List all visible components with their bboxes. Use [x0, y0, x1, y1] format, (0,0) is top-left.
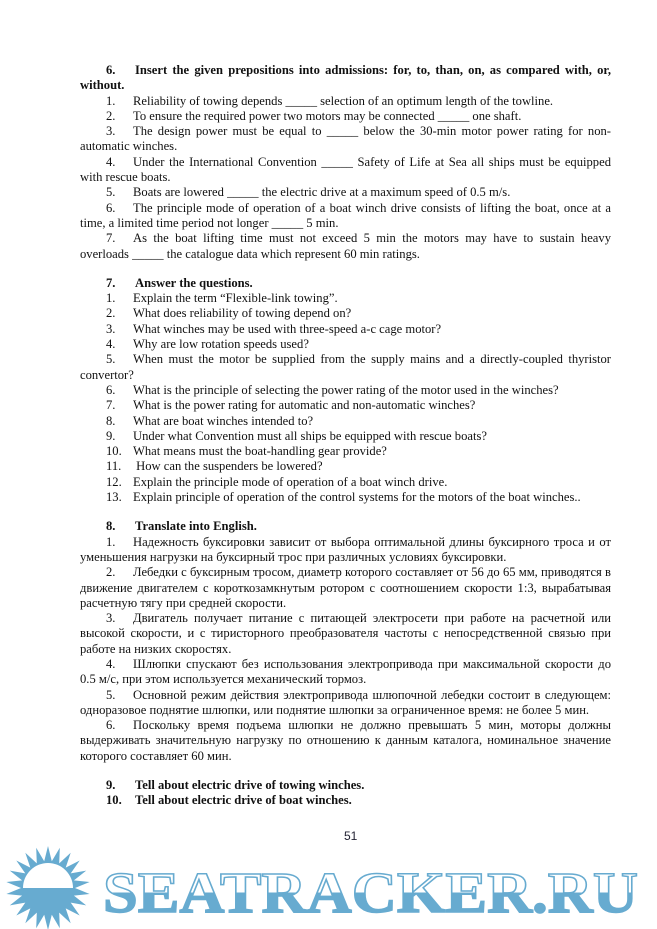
- item-number: 7.: [106, 398, 116, 413]
- exercise-item: [80, 291, 611, 306]
- item-text: As the boat lifting time must not exceed 5 min the motors may have to sustain heavy overloads _____ the catalogue data which represent 60 min ratings.: [80, 231, 611, 261]
- watermark-text: SEATRACKER.RU: [103, 860, 638, 925]
- exercise-item: [80, 231, 611, 262]
- exercise-item: [80, 718, 611, 764]
- item-text: Why are low rotation speeds used?: [133, 337, 309, 352]
- item-text: How can the suspenders be lowered?: [133, 459, 323, 474]
- item-text: When must the motor be supplied from the supply mains and a directly-coupled thyristor convertor?: [80, 352, 611, 382]
- item-number: 2.: [106, 306, 116, 321]
- exercise-item: [80, 414, 611, 429]
- item-number: 6.: [106, 382, 116, 397]
- item-number: 2.: [106, 108, 116, 123]
- item-number: 5.: [106, 352, 116, 367]
- item-text: Поскольку время подъема шлюпки не должно превышать 5 мин, моторы должны выдерживать значительную нагрузку по отношению к данным каталога, номинальное значение которого составляет 60 мин.: [80, 718, 611, 763]
- item-number: 13.: [106, 490, 122, 505]
- item-text: What means must the boat-handling gear provide?: [133, 444, 387, 459]
- exercise-heading: [80, 63, 611, 94]
- exercise-number: 8.: [106, 519, 116, 534]
- exercise-item: [80, 657, 611, 688]
- item-text: Основной режим действия электропривода шлюпочной лебедки состоит в следующем: одноразовое поднятие шлюпки, или поднятие шлюпки за ограниченное время: не более 5 мин.: [80, 687, 611, 717]
- item-number: 3.: [106, 611, 116, 626]
- item-number: 11.: [106, 459, 122, 474]
- item-number: 4.: [106, 656, 116, 671]
- exercise-item: [80, 322, 611, 337]
- exercise-number: 6.: [106, 63, 116, 77]
- exercise-9-10: [80, 778, 611, 809]
- task-heading: 10. Tell about electric drive of boat winches.: [106, 793, 352, 808]
- item-text: What winches may be used with three-speed a-c cage motor?: [133, 321, 442, 336]
- item-text: Надежность буксировки зависит от выбора оптимальной длины буксирного троса и от уменьшения нагрузки на буксирный трос при различных условиях буксировки.: [80, 534, 611, 564]
- item-number: 1.: [106, 93, 116, 108]
- item-text: Лебедки с буксирным тросом, диаметр которого составляет от 56 до 65 мм, приводятся в движение двигателем с короткозамкнутым ротором с соотношением скорости 1:3, вырабатывая расчетную тягу при средней скорости.: [80, 565, 611, 610]
- exercise-item: [80, 124, 611, 155]
- item-text: Двигатель получает питание с питающей электросети при работе на расчетной или высокой скорости, и с тиристорного преобразователя частоты с непосредственной связью при работе на низких скоростях.: [80, 611, 611, 656]
- item-number: 4.: [106, 337, 116, 352]
- exercise-6: [80, 63, 611, 262]
- item-number: 4.: [106, 154, 116, 169]
- item-text: The design power must be equal to _____ below the 30-min motor power rating for non-automatic winches.: [80, 124, 611, 154]
- exercise-number: 7.: [106, 275, 116, 290]
- task-heading: 9. Tell about electric drive of towing winches.: [106, 778, 365, 793]
- page-body: [80, 63, 611, 809]
- item-number: 5.: [106, 185, 116, 200]
- exercise-item: [80, 535, 611, 566]
- item-number: 12.: [106, 474, 122, 489]
- exercise-item: [80, 429, 611, 444]
- exercise-8: [80, 519, 611, 764]
- item-number: 3.: [106, 124, 116, 139]
- item-text: Explain the term “Flexible-link towing”.: [133, 291, 338, 306]
- item-number: 5.: [106, 687, 116, 702]
- item-number: 1.: [106, 291, 116, 306]
- item-text: What are boat winches intended to?: [133, 413, 314, 428]
- exercise-item: [80, 337, 611, 352]
- exercise-title: Answer the questions.: [135, 275, 253, 290]
- exercise-heading: [80, 276, 611, 291]
- item-number: 7.: [106, 231, 116, 246]
- item-number: 9.: [106, 428, 116, 443]
- exercise-item: [80, 306, 611, 321]
- item-number: 6.: [106, 200, 116, 215]
- exercise-item: [80, 201, 611, 232]
- exercise-item: [80, 352, 611, 383]
- item-text: What does reliability of towing depend on?: [133, 306, 352, 321]
- seatracker-watermark: [0, 846, 657, 929]
- item-text: Under what Convention must all ships be equipped with rescue boats?: [133, 428, 487, 443]
- item-text: Reliability of towing depends _____ selection of an optimum length of the towline.: [133, 93, 554, 108]
- item-text: The principle mode of operation of a boat winch drive consists of lifting the boat, once at a time, a limited time period not longer _____ 5 min.: [80, 200, 611, 230]
- exercise-item: [80, 398, 611, 413]
- exercise-item: [80, 185, 611, 200]
- item-number: 2.: [106, 565, 116, 580]
- exercise-item: [80, 94, 611, 109]
- item-number: 3.: [106, 321, 116, 336]
- item-number: 6.: [106, 718, 116, 733]
- item-text: What is the principle of selecting the power rating of the motor used in the winches?: [133, 382, 559, 397]
- sun-logo-icon: [6, 846, 89, 929]
- item-text: Boats are lowered _____ the electric drive at a maximum speed of 0.5 m/s.: [133, 185, 511, 200]
- item-number: 1.: [106, 534, 116, 549]
- item-text: Explain principle of operation of the control systems for the motors of the boat winches..: [133, 490, 581, 505]
- exercise-item: [80, 611, 611, 657]
- exercise-7: [80, 276, 611, 505]
- exercise-item: [80, 109, 611, 124]
- exercise-item: [80, 475, 611, 490]
- exercise-item: [80, 565, 611, 611]
- exercise-title: Insert the given prepositions into admissions: for, to, than, on, as compared with, or, without.: [80, 63, 611, 93]
- item-text: What is the power rating for automatic and non-automatic winches?: [133, 398, 476, 413]
- exercise-item: [80, 688, 611, 719]
- exercise-item: [80, 444, 611, 459]
- item-text: Шлюпки спускают без использования электропривода при максимальной скорости до 0.5 м/с, при этом используется механический тормоз.: [80, 656, 611, 687]
- exercise-title: Translate into English.: [135, 519, 257, 534]
- item-text: Under the International Convention _____ Safety of Life at Sea all ships must be equipped with rescue boats.: [80, 154, 611, 185]
- exercise-heading: [80, 519, 611, 534]
- exercise-item: [80, 383, 611, 398]
- exercise-item: [80, 459, 611, 474]
- item-text: Explain the principle mode of operation of a boat winch drive.: [133, 474, 448, 489]
- item-number: 8.: [106, 413, 116, 428]
- page-number: 51: [344, 829, 358, 843]
- item-number: 10.: [106, 444, 122, 459]
- exercise-item: [80, 155, 611, 186]
- exercise-item: [80, 490, 611, 505]
- item-text: To ensure the required power two motors may be connected _____ one shaft.: [133, 108, 522, 123]
